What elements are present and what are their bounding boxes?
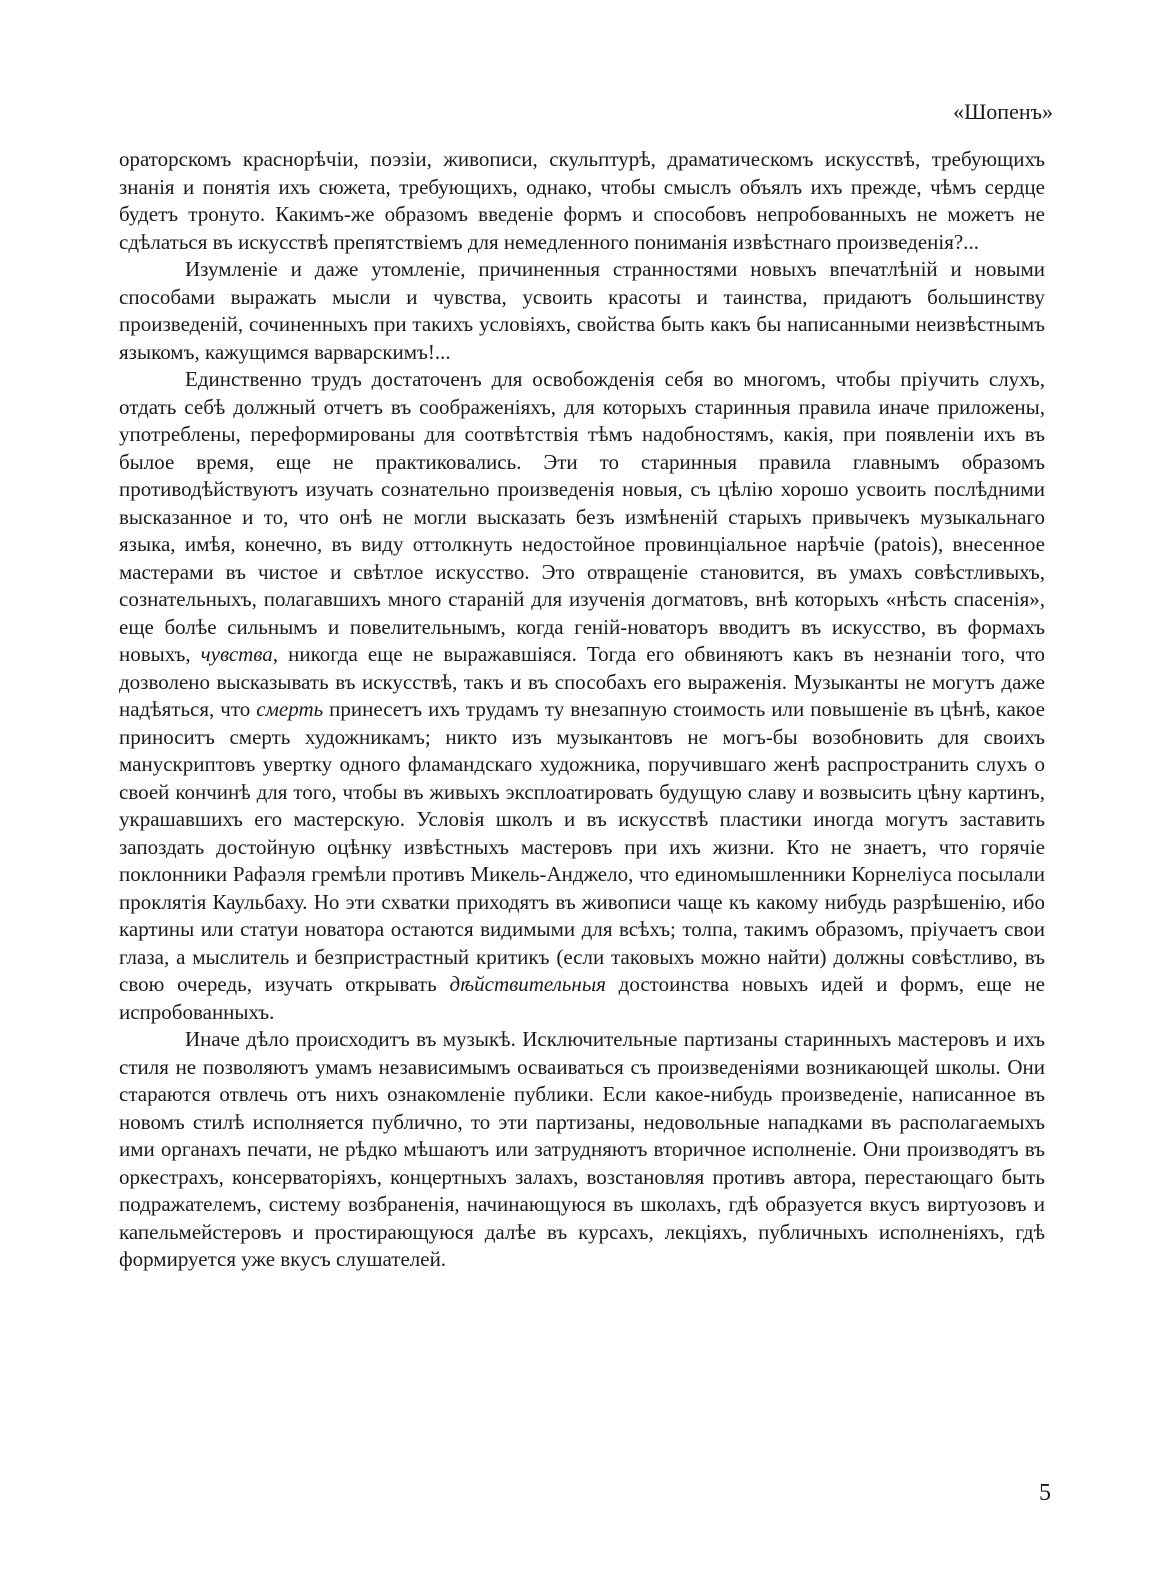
emphasis-chuvstva: чувства,: [200, 642, 279, 666]
body-text: [119, 146, 1045, 1274]
paragraph-3-text-3: принесетъ ихъ трудамъ ту внезапную стоимость или повышеніе въ цѣнѣ, какое приноситъ смерть художникамъ; никто изъ музыкантовъ не могъ-бы возобновить для своихъ манускриптовъ увертку одного фламандскаго художника, поручившаго женѣ распространить слухъ о своей кончинѣ для того, чтобы въ живыхъ эксплоатировать будущую славу и возвысить цѣну картинъ, укрaшавшихъ его мастерскую. Условія школъ и въ искусствѣ пластики иногда могутъ заставить запоздать достойную оцѣнку извѣстныхъ мастеровъ при ихъ жизни. Кто не знаетъ, что горячіе поклонники Рафаэля гремѣли противъ Микель-Анджело, что единомышленники Корнеліуса посылали проклятія Каульбаху. Но эти схватки приходятъ въ живописи чаще къ какому нибудь разрѣшенію, ибо картины или статуи новатора остаются видимыми для всѣхъ; толпа, такимъ образомъ, пріучаетъ свои глаза, а мыслитель и безпристрастный критикъ (если таковыхъ можно найти) должны совѣстливо, въ свою очередь, изучать открывать: [119, 697, 1045, 996]
paragraph-3-text-1: Единственно трудъ достаточенъ для освобожденія себя во многомъ, чтобы пріучить слухъ, отдать себѣ должный отчетъ въ соображеніяхъ, для которыхъ старинныя правила иначе приложены, употреблены, переформированы для соотвѣтствія тѣмъ надобностямъ, какія, при появленіи ихъ въ былое время, еще не практиковались. Эти то старинныя правила главнымъ образомъ противодѣйствуютъ изучать сознательно произведенія новыя, съ цѣлію хорошо усвоить послѣдними высказанное и то, что онѣ не могли высказать безъ измѣненій старыхъ привычекъ музыкальнаго языка, имѣя, конечно, въ виду оттолкнуть недостойное провинціальное нарѣчіе (patois), внесенное мастерами въ чистое и свѣтлое искусство. Это отвращеніе становится, въ умахъ совѣстливыхъ, сознательныхъ, полагавшихъ много стараній для изученія догматовъ, внѣ которыхъ «нѣсть спасенія», еще болѣе сильнымъ и повелительнымъ, когда геній-новаторъ вводитъ въ искусство, въ формахъ новыхъ,: [119, 367, 1045, 666]
paragraph-2: Изумленіе и даже утомленіе, причиненныя странностями новыхъ впечатлѣній и новыми способами выражать мысли и чувства, усвоить красоты и таинства, придаютъ большинству произведеній, сочиненныхъ при такихъ условіяхъ, свойства быть какъ бы написанными неизвѣстнымъ языкомъ, кажущимся варварскимъ!...: [119, 257, 1045, 364]
page-number: 5: [1039, 1480, 1051, 1506]
paragraph-3-text-4: достоинства новыхъ идей и формъ, еще не испробованныхъ.: [119, 972, 1045, 1024]
paragraph-3: [119, 366, 1045, 1026]
running-header: «Шопенъ»: [953, 99, 1053, 124]
paragraph-4: Иначе дѣло происходитъ въ музыкѣ. Исключительные партизаны старинныхъ мастеровъ и ихъ стиля не позволяютъ умамъ независимымъ осваиваться съ произведеніями возникающей школы. Они стараются отвлечь отъ нихъ ознакомленіе публики. Если какое-нибудь произведеніе, написанное въ новомъ стилѣ исполняется публично, то эти партизаны, недовольные нападками въ располагаемыхъ ими органахъ печати, не рѣдко мѣшаютъ или затрудняютъ вторичное исполненіе. Они производятъ въ оркестрахъ, консерваторіяхъ, концертныхъ залахъ, возстановляя противъ автора, перестающаго быть подражателемъ, систему возбраненія, начинающуюся въ школахъ, гдѣ образуется вкусъ виртуозовъ и капельмейстеровъ и простирающуюся далѣе въ курсахъ, лекціяхъ, публичныхъ исполненіяхъ, гдѣ формируется уже вкусъ слушателей.: [119, 1027, 1045, 1271]
emphasis-deistvitelnyya: дѣйствительныя: [449, 972, 606, 996]
emphasis-smert: смерть: [256, 697, 324, 721]
paragraph-1: ораторскомъ краснорѣчіи, поэзіи, живописи, скульптурѣ, драматическомъ искусствѣ, требующихъ знанія и понятія ихъ сюжета, требующихъ, однако, чтобы смыслъ объялъ ихъ прежде, чѣмъ сердце будетъ тронуто. Какимъ-же образомъ введеніе формъ и способовъ непробованныхъ не можетъ не сдѣлаться въ искусствѣ препятствіемъ для немедленного пониманія извѣстнаго произведенія?...: [119, 147, 1045, 254]
paragraph-3-text-2: никогда еще не выражавшіяся. Тогда его обвиняютъ какъ въ незнаніи того, что дозволено высказывать въ искусствѣ, такъ и въ способахъ его выраженія. Музыканты не могутъ даже надѣяться, что: [119, 642, 1045, 721]
